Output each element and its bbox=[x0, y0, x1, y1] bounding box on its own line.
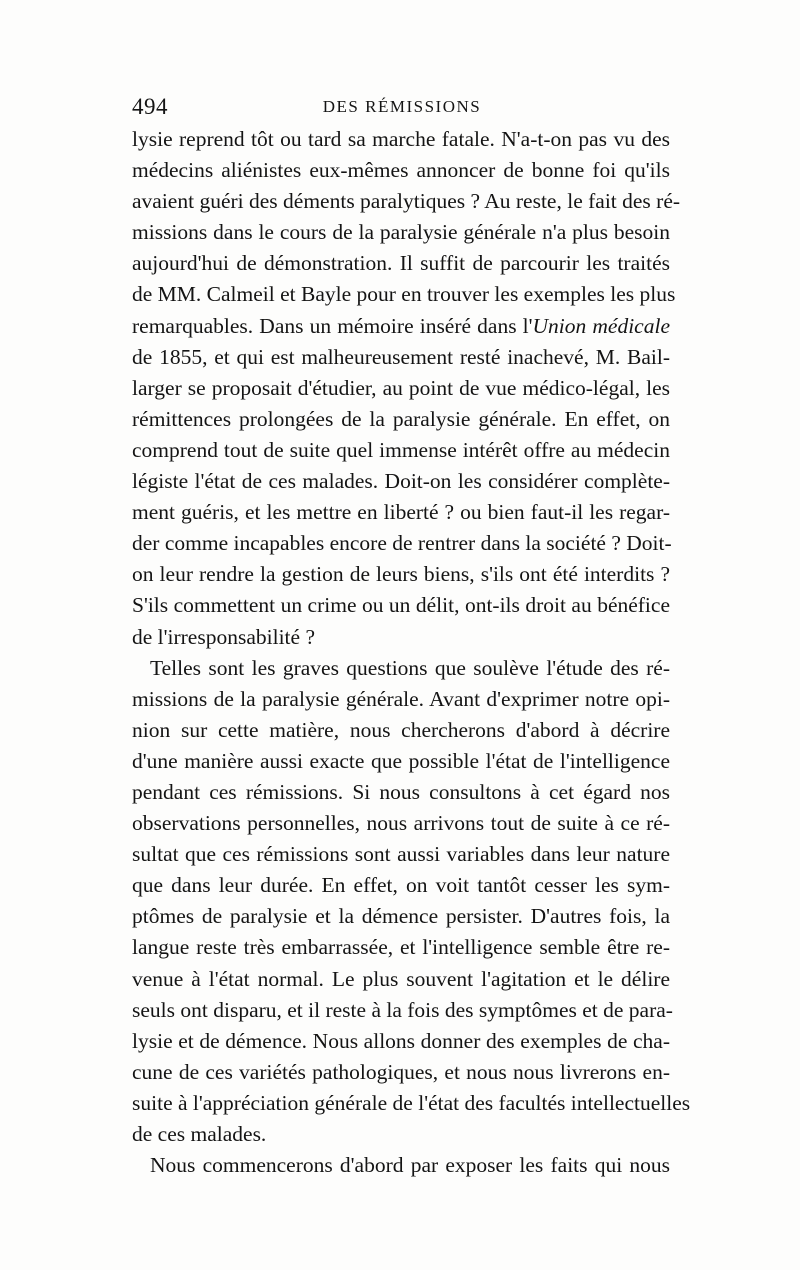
text-line: Telles sont les graves questions que soulève l'étude des ré- bbox=[150, 655, 670, 680]
text-line-segment: remarquables. Dans un mémoire inséré dans l' bbox=[132, 313, 533, 338]
text-line: nion sur cette matière, nous chercherons d'abord à décrire bbox=[132, 717, 670, 742]
text-line: d'une manière aussi exacte que possible l'état de l'intelligence bbox=[132, 748, 670, 773]
text-line: venue à l'état normal. Le plus souvent l'agitation et le délire bbox=[132, 966, 670, 991]
text-line: S'ils commettent un crime ou un délit, ont-ils droit au bénéfice bbox=[132, 593, 670, 618]
text-line: de MM. Calmeil et Bayle pour en trouver les exemples les plus bbox=[132, 282, 676, 307]
text-line: que dans leur durée. En effet, on voit tantôt cesser les sym- bbox=[132, 873, 670, 898]
text-line: de ces malades. bbox=[132, 1122, 267, 1146]
text-line: der comme incapables encore de rentrer dans la société ? Doit- bbox=[132, 531, 672, 556]
text-line: lysie et de démence. Nous allons donner des exemples de cha- bbox=[132, 1028, 670, 1053]
text-line: Nous commencerons d'abord par exposer les faits qui nous bbox=[150, 1153, 670, 1178]
text-line: on leur rendre la gestion de leurs biens, s'ils ont été interdits ? bbox=[132, 562, 670, 587]
text-line: pendant ces rémissions. Si nous consultons à cet égard nos bbox=[132, 779, 670, 804]
text-line: avaient guéri des déments paralytiques ? Au reste, le fait des ré- bbox=[132, 189, 681, 214]
text-line: ment guéris, et les mettre en liberté ? ou bien faut-il les regar- bbox=[132, 500, 670, 525]
text-line: lysie reprend tôt ou tard sa marche fatale. N'a-t-on pas vu des bbox=[132, 127, 670, 151]
text-line: sultat que ces rémissions sont aussi variables dans leur nature bbox=[132, 842, 670, 867]
running-title: DES RÉMISSIONS bbox=[322, 97, 482, 116]
journal-title: Union médicale bbox=[532, 313, 670, 338]
page-number: 494 bbox=[132, 94, 168, 119]
text-line: missions dans le cours de la paralysie générale n'a plus besoin bbox=[132, 220, 670, 245]
text-line: comprend tout de suite quel immense intérêt offre au médecin bbox=[132, 437, 670, 462]
body-text bbox=[132, 124, 691, 1181]
text-line: seuls ont disparu, et il reste à la fois des symptômes et de para- bbox=[132, 997, 673, 1022]
text-line: cune de ces variétés pathologiques, et nous nous livrerons en- bbox=[132, 1059, 670, 1084]
text-line: de l'irresponsabilité ? bbox=[132, 624, 315, 649]
text-line: médecins aliénistes eux-mêmes annoncer de bonne foi qu'ils bbox=[132, 158, 670, 183]
text-line: missions de la paralysie générale. Avant d'exprimer notre opi- bbox=[132, 686, 670, 711]
text-line: suite à l'appréciation générale de l'état des facultés intellectuelles bbox=[132, 1090, 691, 1115]
text-line: de 1855, et qui est malheureusement resté inachevé, M. Bail- bbox=[132, 344, 670, 369]
text-line: légiste l'état de ces malades. Doit-on les considérer complète- bbox=[132, 469, 670, 494]
text-line: rémittences prolongées de la paralysie générale. En effet, on bbox=[132, 406, 670, 431]
text-line: larger se proposait d'étudier, au point de vue médico-légal, les bbox=[132, 375, 670, 400]
text-line: aujourd'hui de démonstration. Il suffit de parcourir les traités bbox=[132, 251, 670, 276]
text-line: observations personnelles, nous arrivons tout de suite à ce ré- bbox=[132, 811, 670, 836]
text-line: ptômes de paralysie et la démence persister. D'autres fois, la bbox=[132, 904, 670, 929]
text-line bbox=[132, 311, 670, 342]
running-head bbox=[132, 92, 672, 122]
text-line: langue reste très embarrassée, et l'intelligence semble être re- bbox=[132, 935, 670, 960]
